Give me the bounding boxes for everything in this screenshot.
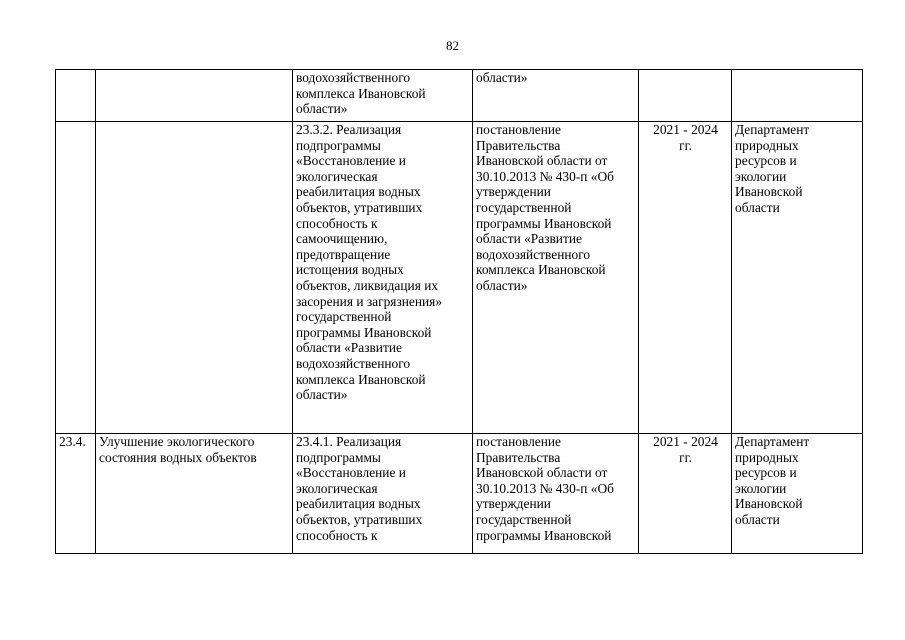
cell-text-line: области «Развитие [476,231,582,247]
cell-text-line: Департамент [735,434,810,449]
cell-text-line: программы Ивановской [476,215,612,231]
cell-measure [293,434,473,554]
cell-term [639,70,732,122]
cell-text-line: 23.4.1. Реализация [296,434,402,449]
cell-text-line: экологии [735,480,787,496]
cell-text-line: подпрограммы [296,137,381,153]
cell-text-line: области» [296,101,348,117]
cell-measure [293,122,473,434]
table-row [56,70,863,122]
cell-text-line: утверждении [476,496,551,512]
cell-text-line: подпрограммы [296,449,381,465]
cell-text-line: области [735,199,780,215]
cell-text-line: объектов, ликвидация их [296,277,439,293]
cell-text-line: области» [476,70,528,85]
cell-text-line: объектов, утративших [296,199,423,215]
cell-text-line: экологическая [296,480,378,496]
cell-term [639,434,732,554]
cell-text-line: Департамент [735,122,810,137]
cell-text-line: Ивановской области от [476,153,608,169]
table-row [56,122,863,434]
cell-task [96,434,293,554]
cell-text-line: комплекса Ивановской [296,371,426,387]
cell-text-line: природных [735,137,799,153]
cell-text-line: программы Ивановской [476,527,612,543]
cell-text-line: Правительства [476,449,561,465]
cell-text-line: состояния водных объектов [99,449,257,465]
cell-text-line: «Восстановление и [296,153,406,169]
cell-text-line: гг. [679,137,692,153]
cell-text-line: Ивановской [735,184,803,200]
cell-text-line: способность к [296,527,378,543]
cell-text-line: «Восстановление и [296,465,406,481]
cell-text-line: водохозяйственного [296,355,411,371]
cell-text-line: государственной [296,309,392,325]
cell-text-line: государственной [476,511,572,527]
cell-text-line: постановление [476,122,562,137]
cell-number [56,122,96,434]
cell-text-line: способность к [296,215,378,231]
cell-text-line: ресурсов и [735,153,797,169]
cell-number [56,70,96,122]
cell-text-line: гг. [679,449,692,465]
cell-text-line: ресурсов и [735,465,797,481]
cell-text-line: истощения водных [296,262,404,278]
page-number: 82 [446,38,459,53]
cell-text-line: объектов, утративших [296,511,423,527]
cell-text-line: комплекса Ивановской [476,262,606,278]
cell-text-line: природных [735,449,799,465]
cell-text-line: реабилитация водных [296,184,421,200]
measures-table [55,69,863,554]
table-row [56,434,863,554]
cell-text-line: комплекса Ивановской [296,85,426,101]
cell-number: 23.4. [56,434,96,554]
cell-text-line: области» [476,277,528,293]
cell-document [473,434,639,554]
cell-text-line: Ивановской [735,496,803,512]
cell-text-line: постановление [476,434,562,449]
cell-text-line: области» [296,387,348,403]
cell-text-line: 2021 - 2024 [653,122,718,137]
cell-text-line: экологическая [296,168,378,184]
cell-document [473,70,639,122]
cell-text-line: Правительства [476,137,561,153]
cell-measure [293,70,473,122]
cell-text-line: 23.3.2. Реализация [296,122,402,137]
cell-text-line: утверждении [476,184,551,200]
cell-text-line: самоочищению, [296,231,388,247]
cell-text-line: программы Ивановской [296,324,432,340]
cell-document [473,122,639,434]
cell-task [96,70,293,122]
cell-text-line: области [735,511,780,527]
cell-executor [732,122,863,434]
cell-text-line: предотвращение [296,246,391,262]
cell-text-line: 30.10.2013 № 430-п «Об [476,480,614,496]
cell-executor [732,434,863,554]
cell-text-line: засорения и загрязнения» [296,293,443,309]
cell-text-line: экологии [735,168,787,184]
cell-text-line: 2021 - 2024 [653,434,718,449]
cell-text-line: Ивановской области от [476,465,608,481]
cell-term [639,122,732,434]
cell-task [96,122,293,434]
cell-executor [732,70,863,122]
cell-text-line: 30.10.2013 № 430-п «Об [476,168,614,184]
cell-text-line: реабилитация водных [296,496,421,512]
cell-text-line: государственной [476,199,572,215]
cell-text-line: водохозяйственного [296,70,411,85]
cell-text-line: Улучшение экологического [99,434,255,449]
cell-text-line: водохозяйственного [476,246,591,262]
cell-text-line: области «Развитие [296,340,402,356]
